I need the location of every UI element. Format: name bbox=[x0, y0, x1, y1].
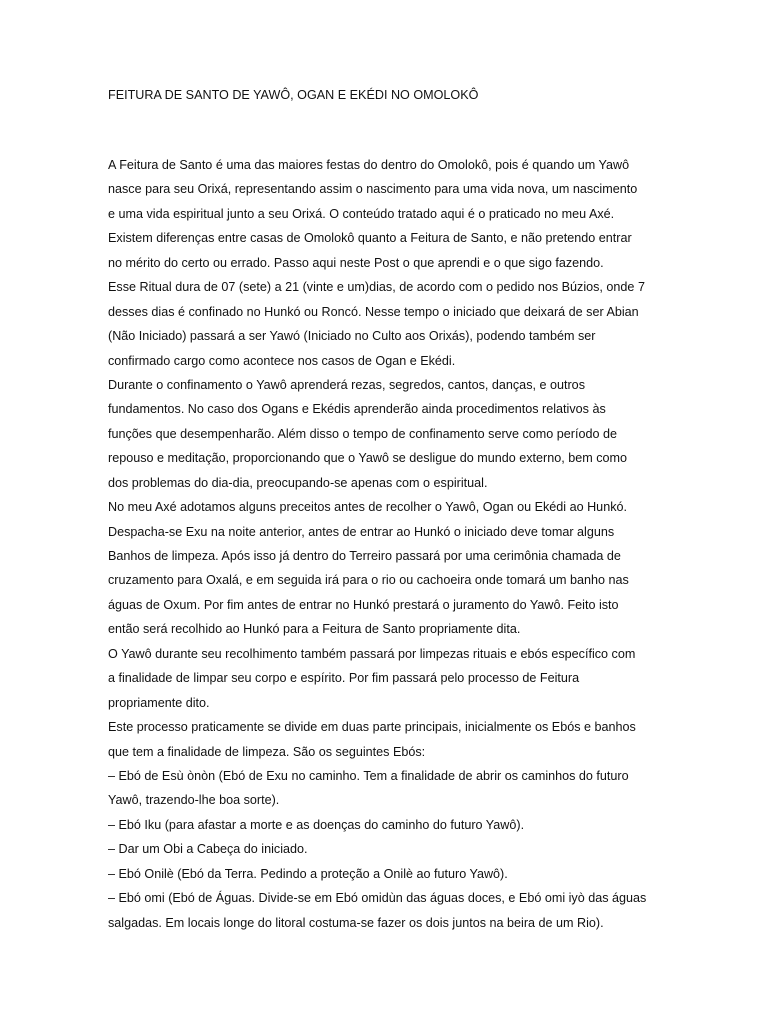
text-line: (Não Iniciado) passará a ser Yawó (Iniciado no Culto aos Orixás), podendo também ser bbox=[108, 329, 596, 344]
document-content bbox=[108, 83, 748, 935]
text-line: – Ebó omi (Ebó de Águas. Divide-se em Ebó omidùn das águas doces, e Ebó omi iyò das águas bbox=[108, 891, 647, 906]
text-line: repouso e meditação, proporcionando que o Yawô se desligue do mundo externo, bem como bbox=[108, 451, 628, 466]
text-line: O Yawô durante seu recolhimento também passará por limpezas rituais e ebós específico com bbox=[108, 646, 636, 661]
text-line: A Feitura de Santo é uma das maiores festas do dentro do Omolokô, pois é quando um Yawô bbox=[108, 158, 630, 172]
text-line: fundamentos. No caso dos Ogans e Ekédis aprenderão ainda procedimentos relativos às bbox=[108, 402, 606, 417]
text-line: no mérito do certo ou errado. Passo aqui neste Post o que aprendi e o que sigo fazendo. bbox=[108, 255, 604, 270]
text-line: confirmado cargo como acontece nos casos de Ogan e Ekédi. bbox=[108, 353, 456, 368]
text-line: – Ebó Iku (para afastar a morte e as doenças do caminho do futuro Yawô). bbox=[108, 817, 525, 832]
text-line: No meu Axé adotamos alguns preceitos antes de recolher o Yawô, Ogan ou Ekédi ao Hunkó. bbox=[108, 500, 627, 515]
text-line: Este processo praticamente se divide em duas parte principais, inicialmente os Ebós e banhos bbox=[108, 720, 636, 735]
text-line: – Ebó de Esù ònòn (Ebó de Exu no caminho. Tem a finalidade de abrir os caminhos do futuro bbox=[108, 768, 629, 783]
text-line: desses dias é confinado no Hunkó ou Roncó. Nesse tempo o iniciado que deixará de ser Abian bbox=[108, 304, 639, 319]
text-line: cruzamento para Oxalá, e em seguida irá para o rio ou cachoeira onde tomará um banho nas bbox=[108, 573, 629, 588]
text-line: Despacha-se Exu na noite anterior, antes de entrar ao Hunkó o iniciado deve tomar alguns bbox=[108, 524, 615, 539]
text-line: águas de Oxum. Por fim antes de entrar no Hunkó prestará o juramento do Yawô. Feito isto bbox=[108, 597, 619, 612]
text-line: a finalidade de limpar seu corpo e espírito. Por fim passará pelo processo de Feitura bbox=[108, 671, 580, 686]
text-line: que tem a finalidade de limpeza. São os seguintes Ebós: bbox=[108, 744, 426, 759]
text-line: – Dar um Obi a Cabeça do iniciado. bbox=[108, 842, 308, 857]
document-body bbox=[108, 153, 748, 935]
text-line: – Ebó Onilè (Ebó da Terra. Pedindo a proteção a Onilè ao futuro Yawô). bbox=[108, 866, 508, 881]
text-line: Durante o confinamento o Yawô aprenderá rezas, segredos, cantos, danças, e outros bbox=[108, 377, 585, 392]
text-line: funções que desempenharão. Além disso o tempo de confinamento serve como período de bbox=[108, 426, 617, 441]
text-line: Esse Ritual dura de 07 (sete) a 21 (vinte e um)dias, de acordo com o pedido nos Búzios, onde 7 bbox=[108, 280, 645, 295]
text-line: Existem diferenças entre casas de Omolokô quanto a Feitura de Santo, e não pretendo entrar bbox=[108, 231, 632, 246]
text-line: nasce para seu Orixá, representando assim o nascimento para uma vida nova, um nascimento bbox=[108, 182, 638, 197]
text-line: então será recolhido ao Hunkó para a Feitura de Santo propriamente dita. bbox=[108, 622, 521, 637]
text-line: propriamente dito. bbox=[108, 695, 210, 710]
document-title: FEITURA DE SANTO DE YAWÔ, OGAN E EKÉDI NO OMOLOKÔ bbox=[108, 88, 479, 102]
text-line: e uma vida espiritual junto a seu Orixá. O conteúdo tratado aqui é o praticado no meu Axé. bbox=[108, 206, 615, 221]
text-line: Yawô, trazendo-lhe boa sorte). bbox=[108, 793, 280, 808]
text-line: salgadas. Em locais longe do litoral costuma-se fazer os dois juntos na beira de um Rio). bbox=[108, 915, 604, 930]
text-line: Banhos de limpeza. Após isso já dentro do Terreiro passará por uma cerimônia chamada de bbox=[108, 549, 621, 563]
text-line: dos problemas do dia-dia, preocupando-se apenas com o espiritual. bbox=[108, 475, 488, 490]
